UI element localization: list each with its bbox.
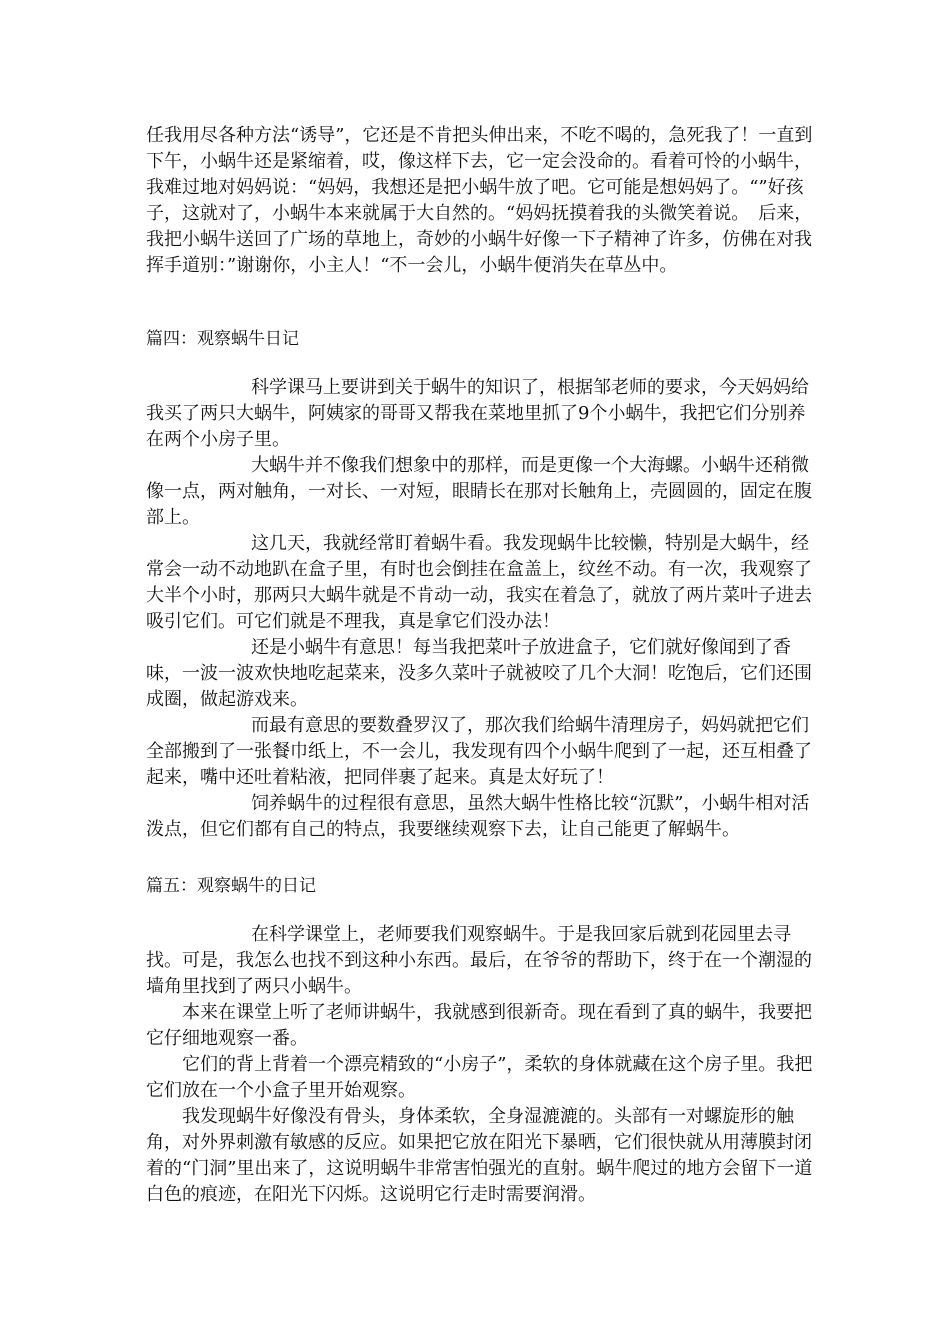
intro-section (146, 123, 814, 279)
section4-paragraph: 大蜗牛并不像我们想象中的那样，而是更像一个大海螺。小蜗牛还稍微像一点，两对触角，一对长、一对短，眼睛长在那对长触角上，壳圆圆的，固定在腹部上。 (146, 455, 812, 528)
section5-paragraph: 本来在课堂上听了老师讲蜗牛，我就感到很新奇。现在看到了真的蜗牛，我要把它仔细地观察一番。 (146, 1002, 812, 1049)
section5-paragraph: 它们的背上背着一个漂亮精致的“小房子”，柔软的身体就藏在这个房子里。我把它们放在一个小盒子里开始观察。 (146, 1054, 813, 1101)
section4-paragraph: 这几天，我就经常盯着蜗牛看。我发现蜗牛比较懒，特别是大蜗牛，经常会一动不动地趴在盒子里，有时也会倒挂在盒盖上，纹丝不动。有一次，我观察了大半个小时，那两只大蜗牛就是不肯动一动，我实在着急了，就放了两片菜叶子进去吸引它们。可它们就是不理我，真是拿它们没办法！ (146, 533, 812, 632)
section5-title: 篇五：观察蜗牛的日记 (146, 876, 316, 896)
section4-paragraph: 饲养蜗牛的过程很有意思，虽然大蜗牛性格比较“沉默”，小蜗牛相对活泼点，但它们都有自己的特点，我要继续观察下去，让自己能更了解蜗牛。 (146, 793, 810, 840)
intro-paragraph: 任我用尽各种方法“诱导”，它还是不肯把头伸出来，不吃不喝的，急死我了！一直到下午，小蜗牛还是紧缩着，哎，像这样下去，它一定会没命的。看着可怜的小蜗牛，我难过地对妈妈说：“妈妈，我想还是把小蜗牛放了吧。它可能是想妈妈了。“”好孩子，这就对了，小蜗牛本来就属于大自然的。“妈妈抚摸着我的头微笑着说。 后来，我把小蜗牛送回了广场的草地上，奇妙的小蜗牛好像一下子精神了许多，仿佛在对我挥手道别：”谢谢你，小主人！“不一会儿，小蜗牛便消失在草丛中。 (146, 125, 813, 276)
section4-body (146, 375, 814, 843)
section4-paragraph: 而最有意思的要数叠罗汉了，那次我们给蜗牛清理房子，妈妈就把它们全部搬到了一张餐巾纸上，不一会儿，我发现有四个小蜗牛爬到了一起，还互相叠了起来，嘴中还吐着粘液，把同伴裹了起来。真是太好玩了！ (146, 715, 812, 788)
section5-body (146, 922, 814, 1208)
section4-paragraph: 科学课马上要讲到关于蜗牛的知识了，根据邹老师的要求，今天妈妈给我买了两只大蜗牛，阿姨家的哥哥又帮我在菜地里抓了9个小蜗牛，我把它们分别养在两个小房子里。 (146, 377, 809, 450)
section5-paragraph: 在科学课堂上，老师要我们观察蜗牛。于是我回家后就到花园里去寻找。可是，我怎么也找不到这种小东西。最后，在爷爷的帮助下，终于在一个潮湿的墙角里找到了两只小蜗牛。 (146, 924, 812, 997)
section4-paragraph: 还是小蜗牛有意思！每当我把菜叶子放进盒子，它们就好像闻到了香味，一波一波欢快地吃起菜来，没多久菜叶子就被咬了几个大洞！吃饱后，它们还围成圈，做起游戏来。 (146, 637, 812, 710)
section4-title: 篇四：观察蜗牛日记 (146, 329, 299, 349)
section5-paragraph: 我发现蜗牛好像没有骨头，身体柔软，全身湿漉漉的。头部有一对螺旋形的触角，对外界刺激有敏感的反应。如果把它放在阳光下暴晒，它们很快就从用薄膜封闭着的“门洞”里出来了，这说明蜗牛非常害怕强光的直射。蜗牛爬过的地方会留下一道白色的痕迹，在阳光下闪烁。这说明它行走时需要润滑。 (146, 1106, 813, 1205)
